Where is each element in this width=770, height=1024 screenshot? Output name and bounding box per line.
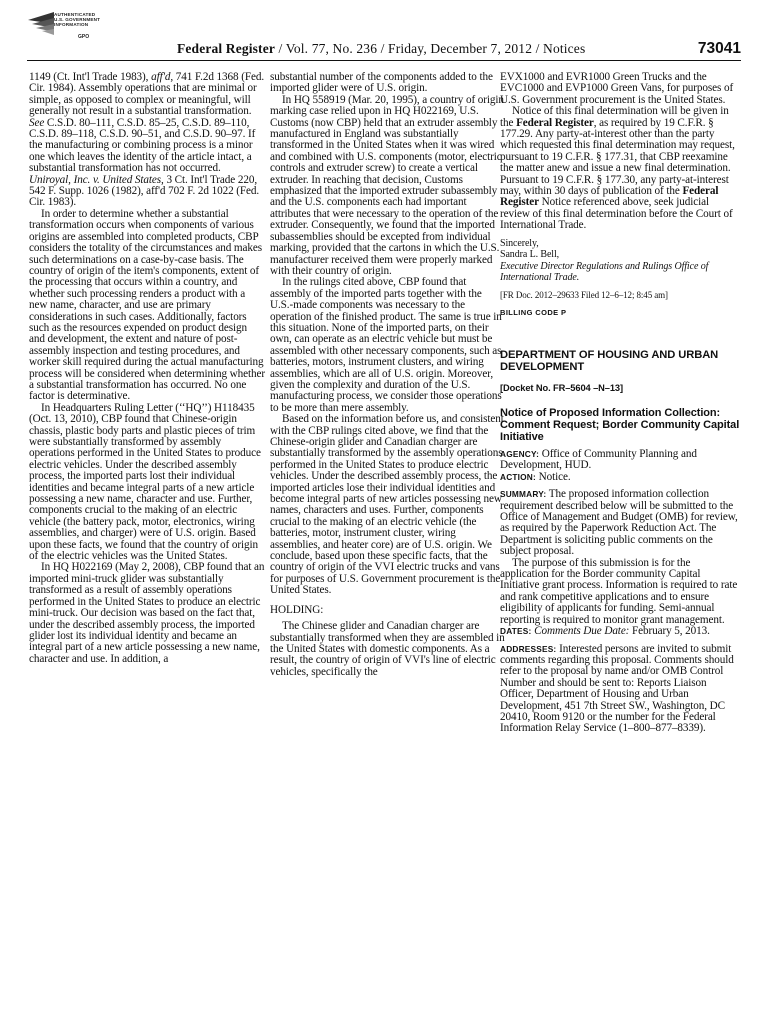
column-1 (29, 72, 265, 665)
text: 3 Ct. Int'l Trade 220, 542 F. Supp. 1026 (1982), aff'd 702 F. 2d 1022 (Fed. Cir. 1983). (29, 173, 260, 209)
paragraph: In HQ 558919 (Mar. 20, 1995), a country of origin marking case relied upon in HQ H022169, U.S. Customs (now CBP) held that an extruder assembly manufactured in England was substantially transformed in the United States when it was wired and combined with U.S. components (motor, electric controls and extruder screw) to create a vertical extruder. In reaching that decision, Customs emphasized that the imported extruder subassembly and the U.S. components each had important attributes that were necessary to the operation of the extruder. Consequently, we found that the imported subassemblies should be excepted from individual marking, provided that the cartons in which the U.S. manufacturer received them were properly marked with their country of origin. (270, 93, 504, 277)
text: Notice of this final determination will be given in the (500, 105, 729, 129)
agency (500, 449, 740, 472)
text-bold: Federal Register (516, 116, 594, 129)
fr-doc: [FR Doc. 2012–29633 Filed 12–6–12; 8:45 am] (500, 289, 668, 300)
logo-text (54, 12, 100, 28)
text: Notice. (535, 470, 571, 483)
column-3 (500, 72, 740, 735)
header-text (177, 41, 585, 57)
logo-line: U.S. GOVERNMENT (54, 17, 101, 23)
paragraph (500, 106, 740, 231)
logo-gpo: GPO (78, 34, 90, 40)
page-number: 73041 (697, 40, 741, 57)
logo-line: AUTHENTICATED (54, 12, 96, 17)
action (500, 472, 740, 483)
running-header (27, 40, 741, 61)
paragraph: substantial number of the components added to the imported glider were of U.S. origin. (270, 71, 493, 95)
signer-title (500, 261, 740, 284)
text: , as required by 19 C.F.R. § 177.29. Any party-at-interest other than the party which requested this final determination may request, pursuant to 19 C.F.R. § 177.31, that CBP reexamine the matter anew and issue a new final determination. Pursuant to 19 C.F.R. § 177.30, any party-at-interest may, within 30 days of publication of the (500, 116, 735, 198)
signer-name: Sandra L. Bell, (500, 249, 560, 261)
text: C.S.D. 80–111, C.S.D. 85–25, C.S.D. 89–110, C.S.D. 89–118, C.S.D. 90–51, and C.S.D. 90–97. If the manufacturing or combining process is a minor one which leaves the identity of the article intact, a substantial transformation has not occurred. (29, 116, 256, 175)
paragraph: In the rulings cited above, CBP found that assembly of the imported parts together with the U.S.-made components was necessary to the operation of the finished product. The same is true in this situation. None of the imported parts, on their own, can operate as an electric vehicle but must be assembled with other necessary components, such as batteries, motors, instrument clusters, and wiring assemblies, which are all of U.S. origin. Moreover, given the complexity and duration of the U.S. manufacturing process, we consider those operations to be more than mere assembly. (270, 276, 502, 414)
column-2 (270, 72, 506, 678)
paragraph: In Headquarters Ruling Letter (‘‘HQ’’) H118435 (Oct. 13, 2010), CBP found that Chinese-origin chassis, plastic body parts and plastic pieces of trim were substantially transformed by assembly operations performed in the United States to produce electric vehicles. Under the described assembly process, the imported parts lost their individual identities and became integral parts of a new article possessing a new name, character and use. Further, components crucial to the making of an electric vehicle (the battery pack, motor, electronics, wiring assemblies, and charger) were of U.S. origin. Based upon these facts, we found that the country of origin of the electric vehicles was the United States. (29, 401, 261, 563)
billing-code: BILLING CODE P (500, 308, 567, 318)
label: DATES: (500, 626, 532, 637)
paragraph: The purpose of this submission is for the application for the Border community Capital Initiative grant process. Information is required to rate and rank competitive applications and to ensure eligibility of applicants for funding. Semi-annual reporting is required to monitor grant management. (500, 556, 738, 626)
logo-line: INFORMATION (54, 22, 89, 28)
summary (500, 489, 740, 557)
department-heading: DEPARTMENT OF HOUSING AND URBAN DEVELOPMENT (500, 348, 719, 373)
text: Interested persons are invited to submit comments regarding this proposal. Comments should refer to the proposal by name and/or OMB Control Number and should be sent to: Reports Liaison Officer, Department of Housing and Urban Development, 451 7th Street SW., Washington, DC 20410, Room 9120 or the number for the Federal Information Relay Service (1–800–877–8339). (500, 642, 734, 735)
text: Office of Community Planning and Development, HUD. (500, 448, 697, 472)
closing: Sincerely, (500, 237, 539, 249)
text: February 5, 2013. (629, 625, 710, 638)
paragraph: Based on the information before us, and consistent with the CBP rulings cited above, we find that the Chinese-origin glider and Canadian charger are substantially transformed by the assembly operations performed in the United States to produce electric vehicles. Under the described assembly process, the imported articles lose their individual identities and become integral parts of new articles possessing new names, characters and uses. Further, components crucial to the making of an electric vehicle (the batteries, motor, instrument cluster, wiring assemblies, and heater core) are of U.S. origin. We conclude, based upon these specific facts, that the country of origin of the VVI electric trucks and vans for purposes of U.S. Government procurement is the United States. (270, 413, 504, 597)
text-italic: Comments Due Date: (531, 625, 630, 638)
dates (500, 626, 740, 637)
text-bold: Federal Register (500, 185, 719, 209)
paragraph: In order to determine whether a substantial transformation occurs when components of various origins are assembled into completed products, CBP considers the totality of the circumstances and makes such determinations on a case-by-case basis. The country of origin of the item's components, extent of the processing that occurs within a country, and whether such processing renders a product with a new name, character, and use are primary considerations in such cases. Additionally, factors such as the resources expended on product design and development, the extent and nature of post-assembly inspection and testing procedures, and worker skill required during the actual manufacturing process will be considered when determining whether a substantial transformation has occurred. No one factor is determinative. (29, 207, 265, 403)
paragraph: In HQ H022169 (May 2, 2008), CBP found that an imported mini-truck glider was substantially transformed as a result of assembly operations performed in the United States to produce an electric mini-truck. Our decision was based on the fact that, under the described assembly process, the imported glider lost its individual identity and became an integral part of a new article possessing a new name, character and use. In addition, a (29, 561, 265, 665)
text-italic: Executive Director Regulations and Rulings Office of International Trade. (500, 260, 709, 284)
addresses (500, 644, 740, 735)
text: 741 F.2d 1368 (Fed. Cir. 1984). Assembly operations that are minimal or simple, as opposed to complex or meaningful, will generally not result in a substantial transformation. (29, 71, 265, 118)
header-info: / Vol. 77, No. 236 / Friday, December 7, 2012 / Notices (274, 41, 586, 56)
label: AGENCY: (500, 449, 540, 459)
notice-title: Notice of Proposed Information Collection: Comment Request; Border Community Capital Initiative (500, 407, 740, 443)
text-italic: See (29, 116, 45, 129)
text: The proposed information collection requirement described below will be submitted to the Office of Management and Budget (OMB) for review, as required by the Paperwork Reduction Act. The Department is soliciting public comments on the subject proposal. (500, 488, 738, 558)
text: 1149 (Ct. Int'l Trade 1983), (29, 71, 152, 83)
label: SUMMARY: (500, 489, 547, 500)
holding-heading: HOLDING: (270, 603, 324, 616)
paragraph (29, 72, 265, 209)
text-italic: Uniroyal, Inc. v. United States, (29, 173, 164, 186)
paragraph: EVX1000 and EVR1000 Green Trucks and the EVC1000 and EVP1000 Green Vans, for purposes of U.S. Government procurement is the United States. (500, 71, 734, 106)
header-title: Federal Register (177, 41, 275, 56)
label: ADDRESSES: (500, 643, 557, 654)
text-italic: aff'd, (151, 71, 174, 83)
docket-number: [Docket No. FR–5604 –N–13] (500, 382, 623, 393)
paragraph: The Chinese glider and Canadian charger are substantially transformed when they are assembled in the United States with domestic components. As a result, the country of origin of VVI's line of electric vehicles, specifically the (270, 620, 505, 678)
label: ACTION: (500, 471, 536, 482)
text: Notice referenced above, seek judicial review of this final determination before the Court of International Trade. (500, 196, 733, 232)
